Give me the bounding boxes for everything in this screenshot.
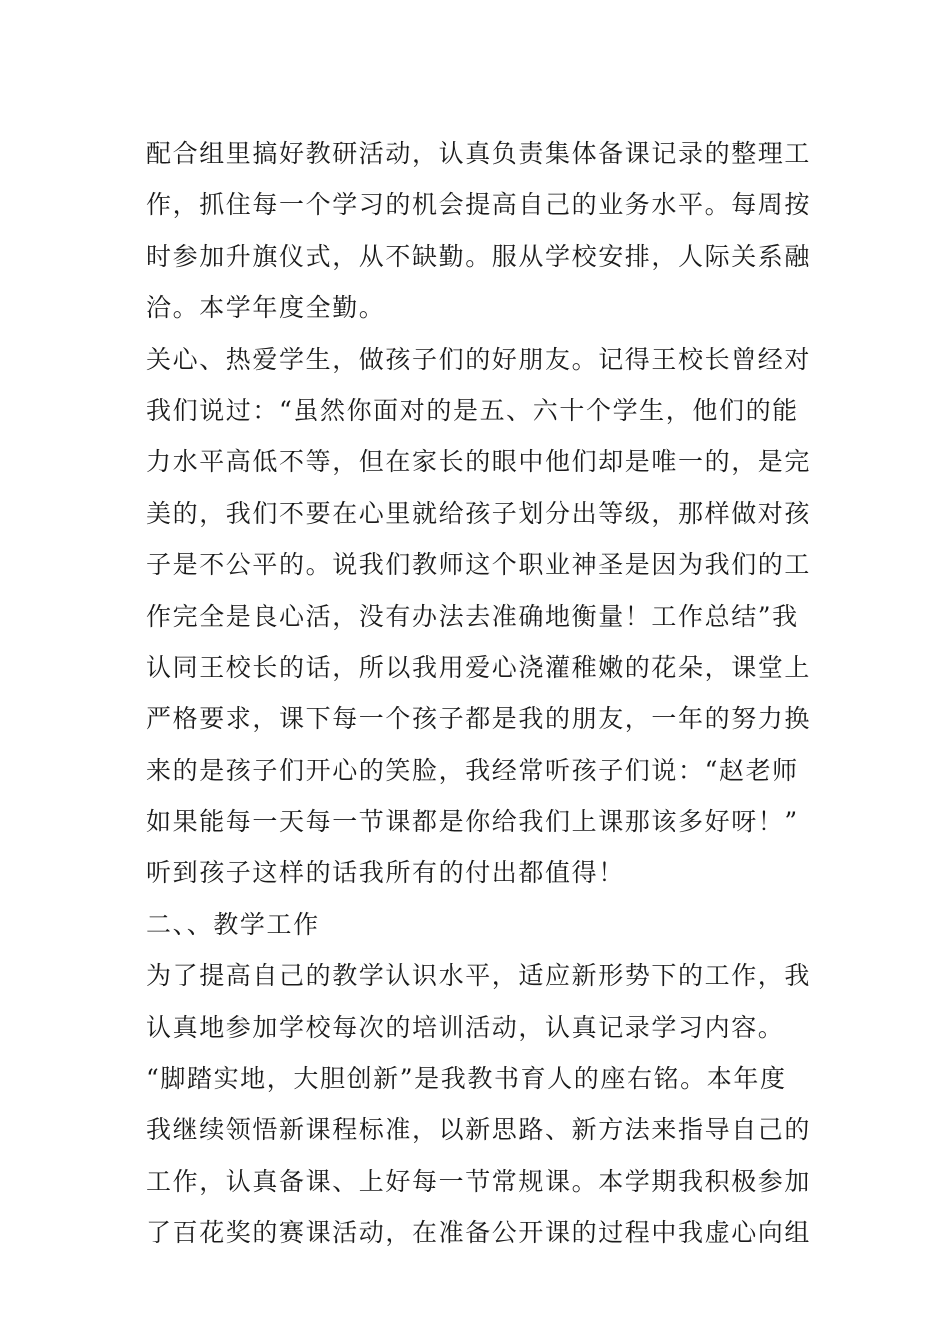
text-line: 工作，认真备课、上好每一节常规课。本学期我积极参加: [146, 1166, 812, 1196]
text-line: 我们说过：“虽然你面对的是五、六十个学生，他们的能: [146, 395, 799, 425]
text-line: 了百花奖的赛课活动，在准备公开课的过程中我虚心向组: [146, 1218, 812, 1248]
text-line: 作完全是良心活，没有办法去准确地衡量！工作总结”我: [146, 601, 799, 631]
text-line: 来的是孩子们开心的笑脸，我经常听孩子们说：“赵老师: [146, 755, 799, 785]
text-line: “脚踏实地，大胆创新”是我教书育人的座右铭。本年度: [146, 1064, 787, 1094]
text-line: 时参加升旗仪式，从不缺勤。服从学校安排，人际关系融: [146, 241, 812, 271]
text-line: 力水平高低不等，但在家长的眼中他们却是唯一的，是完: [146, 447, 812, 477]
section-heading: 二、、教学工作: [146, 909, 320, 939]
text-line: 听到孩子这样的话我所有的付出都值得！: [146, 858, 625, 888]
text-line: 如果能每一天每一节课都是你给我们上课那该多好呀！”: [146, 807, 799, 837]
text-line: 配合组里搞好教研活动，认真负责集体备课记录的整理工: [146, 139, 812, 168]
text-line: 美的，我们不要在心里就给孩子划分出等级，那样做对孩: [146, 498, 812, 528]
text-line: 关心、热爱学生，做孩子们的好朋友。记得王校长曾经对: [146, 344, 812, 374]
text-line: 洽。本学年度全勤。: [146, 293, 386, 323]
text-line: 认同王校长的话，所以我用爱心浇灌稚嫩的花朵，课堂上: [146, 652, 812, 682]
body-text: [146, 128, 811, 1259]
text-line: 为了提高自己的教学认识水平，适应新形势下的工作，我: [146, 961, 812, 991]
text-line: 认真地参加学校每次的培训活动，认真记录学习内容。: [146, 1012, 785, 1042]
text-line: 我继续领悟新课程标准，以新思路、新方法来指导自己的: [146, 1115, 812, 1145]
text-line: 严格要求，课下每一个孩子都是我的朋友，一年的努力换: [146, 704, 812, 734]
text-line: 子是不公平的。说我们教师这个职业神圣是因为我们的工: [146, 550, 812, 580]
text-line: 作，抓住每一个学习的机会提高自己的业务水平。每周按: [146, 190, 812, 220]
